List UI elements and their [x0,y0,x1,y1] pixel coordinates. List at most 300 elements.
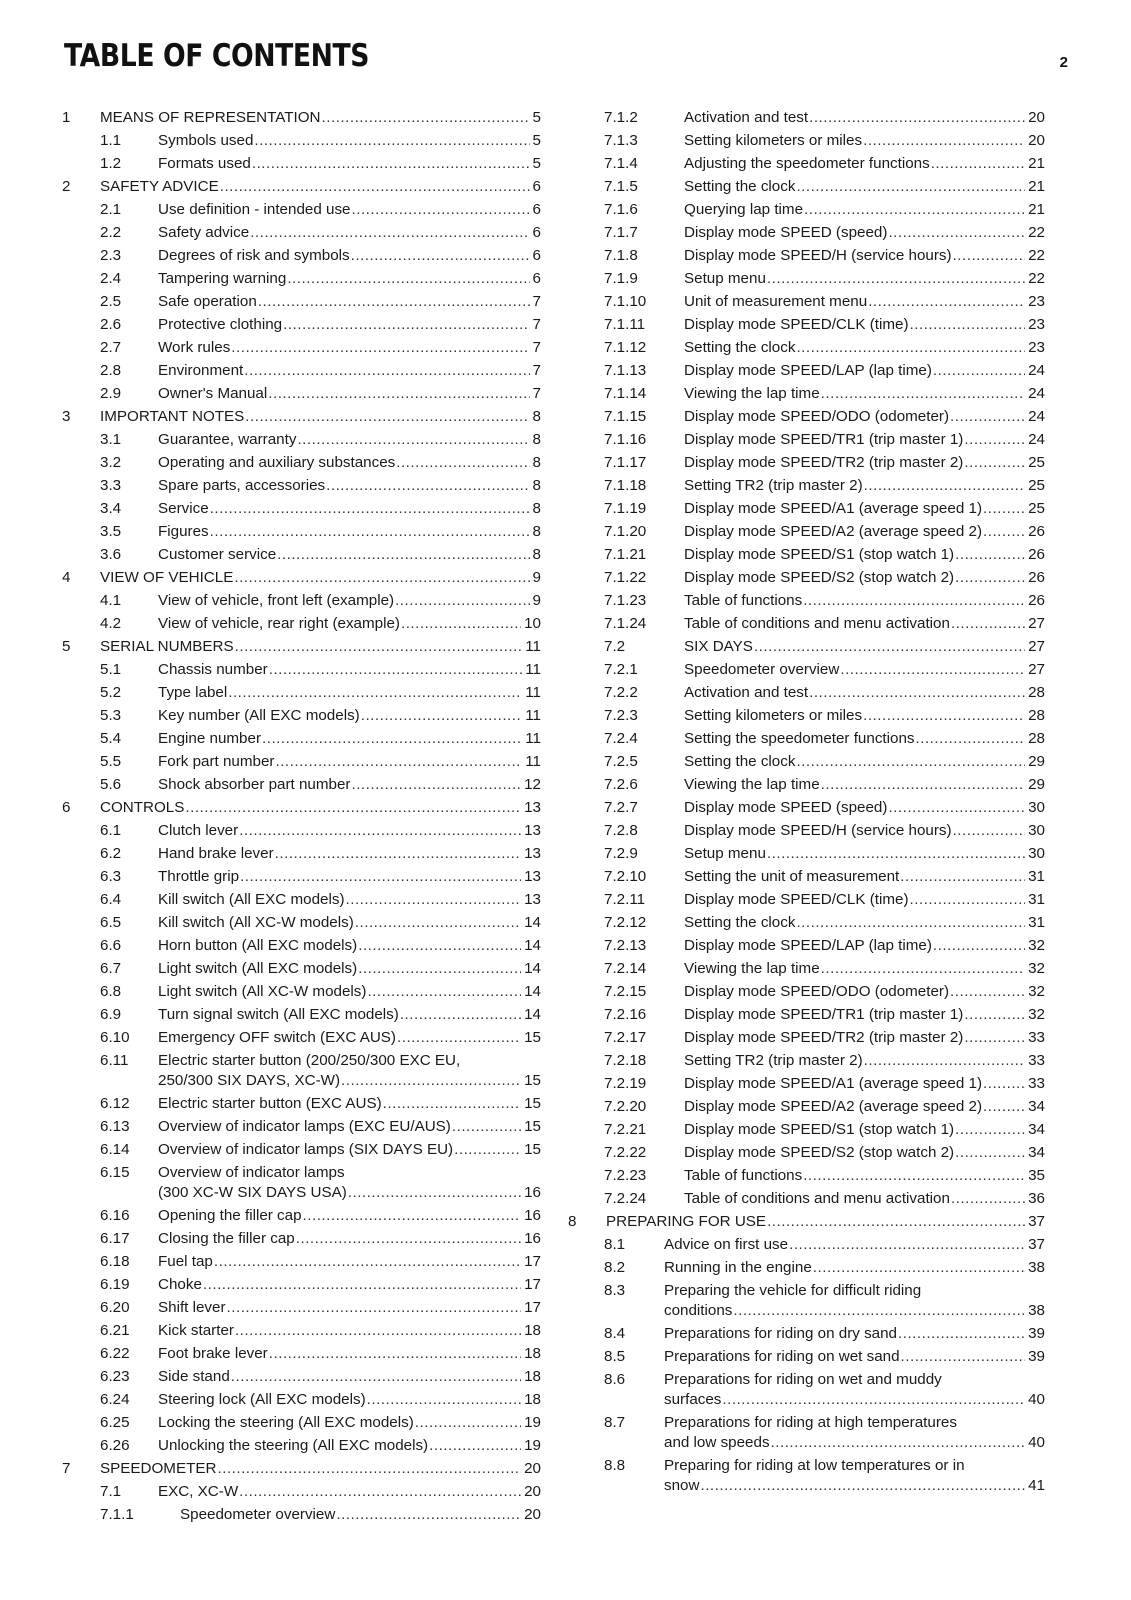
toc-entry[interactable] [568,1143,1045,1163]
toc-entry[interactable] [62,1367,541,1387]
toc-entry[interactable] [568,752,1045,772]
entry-text [684,407,1045,427]
entry-line [684,1051,1045,1071]
page-ref: 20 [1028,109,1045,126]
page-ref: 32 [1028,1006,1045,1023]
toc-entry[interactable] [62,108,541,128]
dot-leader [454,1140,521,1160]
section-number: 4.2 [100,615,122,632]
entry-line [684,614,1045,634]
toc-entry[interactable] [568,798,1045,818]
entry-text [684,1005,1045,1025]
entry-text [684,706,1045,726]
section-number: 7.1.24 [604,615,647,632]
dot-leader [258,292,530,312]
toc-entry[interactable] [62,522,541,542]
toc-entry[interactable] [568,660,1045,680]
toc-entry[interactable] [62,683,541,703]
entry-line [158,982,541,1002]
page-ref: 19 [524,1437,541,1454]
entry-title: Advice on first use [664,1236,789,1253]
entry-title: Setting kilometers or miles [684,707,863,724]
toc-entry[interactable] [62,614,541,634]
toc-entry[interactable] [568,315,1045,335]
entry-text [158,200,541,220]
entry-title: Overview of indicator lamps (EXC EU/AUS) [158,1118,451,1135]
toc-entry[interactable] [62,591,541,611]
toc-entry[interactable] [568,1051,1045,1071]
page-ref: 21 [1028,201,1045,218]
page-ref: 32 [1028,937,1045,954]
entry-title: Protective clothing [158,316,283,333]
entry-text [684,177,1045,197]
toc-entry[interactable] [62,1051,541,1091]
toc-entry[interactable] [568,246,1045,266]
entry-title: Symbols used [158,132,254,149]
toc-entry[interactable] [62,568,541,588]
entry-text [684,361,1045,381]
toc-entry[interactable] [568,1005,1045,1025]
dot-leader [809,683,1025,703]
entry-text [158,591,541,611]
entry-title: Activation and test [684,684,809,701]
toc-entry[interactable] [62,269,541,289]
toc-entry[interactable] [568,706,1045,726]
entry-line [684,1005,1045,1025]
toc-entry[interactable] [568,844,1045,864]
entry-line [100,637,541,657]
toc-entry[interactable] [568,430,1045,450]
entry-text [664,1281,1045,1321]
section-number: 3.1 [100,431,122,448]
toc-entry[interactable] [62,637,541,657]
entry-title: Display mode SPEED/LAP (lap time) [684,362,932,379]
section-number: 7.1.7 [604,224,638,241]
toc-entry[interactable] [568,1324,1045,1344]
dot-leader [283,315,529,335]
toc-entry[interactable] [568,131,1045,151]
section-number: 8.6 [604,1371,626,1388]
toc-entry[interactable] [62,1413,541,1433]
toc-entry[interactable] [568,637,1045,657]
toc-entry[interactable] [568,545,1045,565]
page-ref: 33 [1028,1052,1045,1069]
toc-entry[interactable] [62,1206,541,1226]
toc-entry[interactable] [62,246,541,266]
entry-line [158,1252,541,1272]
entry-text [684,131,1045,151]
toc-entry[interactable] [62,1505,541,1525]
dot-leader [898,1324,1025,1344]
toc-entry[interactable] [62,1163,541,1203]
entry-title: Operating and auxiliary substances [158,454,396,471]
toc-entry[interactable] [568,1456,1045,1496]
entry-line [158,614,541,634]
dot-leader [951,1189,1025,1209]
toc-entry[interactable] [62,1436,541,1456]
toc-entry[interactable] [62,798,541,818]
toc-entry[interactable] [62,1344,541,1364]
dot-leader [840,660,1025,680]
entry-text [158,775,541,795]
entry-line [158,1028,541,1048]
toc-entry[interactable] [568,1097,1045,1117]
toc-entry[interactable] [62,453,541,473]
toc-entry[interactable] [62,1459,541,1479]
page-ref: 14 [524,914,541,931]
entry-line [158,1436,541,1456]
toc-entry[interactable] [568,614,1045,634]
toc-entry[interactable] [568,568,1045,588]
toc-entry[interactable] [568,1258,1045,1278]
section-number: 7.1.1 [100,1506,134,1523]
entry-title: Display mode SPEED/S1 (stop watch 1) [684,1121,955,1138]
toc-entry[interactable] [62,844,541,864]
toc-entry[interactable] [568,890,1045,910]
entry-title: Safety advice [158,224,250,241]
toc-entry[interactable] [568,407,1045,427]
entry-line [158,1298,541,1318]
toc-entry[interactable] [568,177,1045,197]
toc-entry[interactable] [62,1117,541,1137]
entry-text [158,499,541,519]
toc-entry[interactable] [568,200,1045,220]
entry-title: Setting the clock [684,753,796,770]
entry-text [158,1321,541,1341]
dot-leader [722,1390,1025,1410]
dot-leader [950,982,1025,1002]
dot-leader [916,729,1026,749]
toc-entry[interactable] [62,407,541,427]
dot-leader [767,269,1025,289]
entry-line [158,1071,541,1091]
toc-entry[interactable] [62,959,541,979]
entry-text [158,246,541,266]
toc-entry[interactable] [62,361,541,381]
entry-line [158,246,541,266]
entry-line [100,1459,541,1479]
toc-entry[interactable] [62,131,541,151]
toc-entry[interactable] [62,384,541,404]
toc-entry[interactable] [568,1189,1045,1209]
entry-text [684,246,1045,266]
entry-text [684,844,1045,864]
page-ref: 8 [532,408,541,425]
toc-entry[interactable] [62,338,541,358]
entry-line [684,430,1045,450]
toc-entry[interactable] [62,430,541,450]
toc-entry[interactable] [568,223,1045,243]
entry-line [158,1140,541,1160]
entry-line [684,798,1045,818]
dot-leader [383,1094,521,1114]
dot-leader [983,522,1025,542]
page-title: TABLE OF CONTENTS [64,38,370,74]
toc-entry[interactable] [62,775,541,795]
toc-entry[interactable] [62,1298,541,1318]
page-ref: 19 [524,1414,541,1431]
entry-line [158,706,541,726]
entry-text [158,1367,541,1387]
toc-entry[interactable] [62,1252,541,1272]
section-number: 6.8 [100,983,122,1000]
toc-entry[interactable] [568,476,1045,496]
entry-text [158,1163,541,1203]
toc-entry[interactable] [62,982,541,1002]
entry-line [684,522,1045,542]
toc-entry[interactable] [62,1229,541,1249]
section-number: 7.2.23 [604,1167,647,1184]
page-ref: 16 [524,1207,541,1224]
toc-entry[interactable] [568,499,1045,519]
page-ref: 24 [1028,408,1045,425]
page-ref: 28 [1028,730,1045,747]
toc-entry[interactable] [62,499,541,519]
toc-entry[interactable] [568,1235,1045,1255]
entry-text [684,1097,1045,1117]
dot-leader [415,1413,521,1433]
entry-title: Display mode SPEED/H (service hours) [684,247,952,264]
toc-entry[interactable] [62,223,541,243]
entry-title: Display mode SPEED (speed) [684,224,888,241]
toc-entry[interactable] [568,522,1045,542]
section-number: 7.1.6 [604,201,638,218]
toc-entry[interactable] [568,453,1045,473]
entry-title: MEANS OF REPRESENTATION [100,109,321,126]
dot-leader [361,706,523,726]
section-number: 6.15 [100,1164,130,1181]
entry-line [684,131,1045,151]
entry-line [158,499,541,519]
page-ref: 5 [532,155,541,172]
section-number: 2.1 [100,201,122,218]
section-number: 7.1.11 [604,316,646,333]
entry-text [684,591,1045,611]
page-ref: 27 [1028,615,1045,632]
entry-line [684,982,1045,1002]
toc-entry[interactable] [568,683,1045,703]
entry-line [158,361,541,381]
section-number: 6.17 [100,1230,130,1247]
toc-entry[interactable] [568,292,1045,312]
toc-entry[interactable] [568,108,1045,128]
entry-title: Setting the clock [684,339,796,356]
entry-text [684,499,1045,519]
toc-entry[interactable] [568,1166,1045,1186]
section-number: 6.1 [100,822,122,839]
toc-entry[interactable] [62,545,541,565]
section-number: 7.2.15 [604,983,647,1000]
toc-entry[interactable] [568,913,1045,933]
toc-entry[interactable] [568,936,1045,956]
page-ref: 25 [1028,454,1045,471]
dot-leader [185,798,521,818]
dot-leader [367,1390,521,1410]
toc-entry[interactable] [568,959,1045,979]
section-number: 7.2.19 [604,1075,647,1092]
entry-title: Spare parts, accessories [158,477,326,494]
entry-text [158,430,541,450]
dot-leader [235,1321,521,1341]
toc-entry[interactable] [62,890,541,910]
section-number: 3.6 [100,546,122,563]
section-number: 2.5 [100,293,122,310]
toc-entry[interactable] [568,154,1045,174]
entry-line [684,568,1045,588]
toc-entry[interactable] [568,269,1045,289]
entry-text [158,154,541,174]
toc-entry[interactable] [62,1321,541,1341]
toc-entry[interactable] [62,752,541,772]
section-number: 7.1.19 [604,500,647,517]
toc-entry[interactable] [568,361,1045,381]
dot-leader [254,131,529,151]
toc-entry[interactable] [568,1028,1045,1048]
page-number: 2 [1059,54,1068,71]
entry-title: Preparations for riding on wet and muddy [664,1371,942,1388]
entry-text [158,545,541,565]
entry-title-continued: (300 XC-W SIX DAYS USA) [158,1184,347,1201]
toc-entry[interactable] [62,936,541,956]
toc-entry[interactable] [62,706,541,726]
entry-title: Work rules [158,339,231,356]
entry-title: SERIAL NUMBERS [100,638,234,655]
entry-title: Setup menu [684,270,766,287]
entry-text [100,568,541,588]
entry-line [158,200,541,220]
toc-entry[interactable] [568,982,1045,1002]
toc-entry[interactable] [568,1413,1045,1453]
entry-title: Figures [158,523,209,540]
entry-line [158,867,541,887]
entry-line [684,775,1045,795]
page-ref: 30 [1028,799,1045,816]
toc-entry[interactable] [62,1028,541,1048]
page-ref: 24 [1028,362,1045,379]
toc-entry[interactable] [568,867,1045,887]
dot-leader [964,1005,1025,1025]
entry-line [684,913,1045,933]
section-number: 7.2.18 [604,1052,647,1069]
toc-entry[interactable] [568,821,1045,841]
page-ref: 37 [1028,1213,1045,1230]
dot-leader [234,568,529,588]
toc-entry[interactable] [62,1482,541,1502]
entry-line [158,1117,541,1137]
entry-title: Shock absorber part number [158,776,351,793]
entry-text [158,683,541,703]
toc-entry[interactable] [62,729,541,749]
toc-entry[interactable] [62,913,541,933]
page-ref: 22 [1028,224,1045,241]
toc-entry[interactable] [568,1212,1045,1232]
section-number: 7.2.6 [604,776,638,793]
toc-entry[interactable] [62,1275,541,1295]
entry-text [684,545,1045,565]
page-ref: 35 [1028,1167,1045,1184]
entry-line [684,384,1045,404]
entry-title: Table of conditions and menu activation [684,1190,950,1207]
entry-text [158,1390,541,1410]
entry-text [684,338,1045,358]
toc-entry[interactable] [62,660,541,680]
section-number: 8.2 [604,1259,626,1276]
entry-line [158,1413,541,1433]
toc-entry[interactable] [568,1074,1045,1094]
toc-entry[interactable] [568,1281,1045,1321]
section-number: 7.2.11 [604,891,646,908]
page-ref: 36 [1028,1190,1045,1207]
page-ref: 22 [1028,270,1045,287]
entry-title: Emergency OFF switch (EXC AUS) [158,1029,396,1046]
toc-entry[interactable] [62,1140,541,1160]
toc-entry[interactable] [568,591,1045,611]
page-ref: 29 [1028,776,1045,793]
entry-title: Viewing the lap time [684,776,820,793]
toc-entry[interactable] [62,315,541,335]
toc-entry[interactable] [568,729,1045,749]
entry-title: Activation and test [684,109,809,126]
toc-entry[interactable] [62,867,541,887]
dot-leader [950,407,1025,427]
entry-line [606,1212,1045,1232]
toc-entry[interactable] [568,1347,1045,1367]
section-number: 7.1.22 [604,569,647,586]
page-ref: 5 [532,132,541,149]
entry-line [684,499,1045,519]
entry-line [664,1347,1045,1367]
page-ref: 18 [524,1368,541,1385]
dot-leader [900,867,1025,887]
section-number: 3.3 [100,477,122,494]
page-ref: 37 [1028,1236,1045,1253]
toc-entry[interactable] [62,154,541,174]
dot-leader [262,729,522,749]
toc-entry[interactable] [568,775,1045,795]
toc-entry[interactable] [568,384,1045,404]
toc-entry[interactable] [62,1005,541,1025]
toc-entry[interactable] [62,1094,541,1114]
entry-text [158,959,541,979]
entry-line [158,660,541,680]
page-ref: 11 [525,730,541,747]
page-ref: 11 [525,753,541,770]
entry-line [684,752,1045,772]
toc-entry[interactable] [568,338,1045,358]
toc-entry[interactable] [62,292,541,312]
toc-entry[interactable] [62,476,541,496]
toc-column-right [568,108,1045,1499]
entry-text [684,936,1045,956]
toc-entry[interactable] [568,1370,1045,1410]
entry-text [684,867,1045,887]
dot-leader [796,177,1025,197]
entry-line [158,1321,541,1341]
toc-entry[interactable] [62,1390,541,1410]
entry-line [684,453,1045,473]
toc-entry[interactable] [62,177,541,197]
entry-text [684,154,1045,174]
entry-text [158,844,541,864]
entry-title: Customer service [158,546,277,563]
entry-line [684,706,1045,726]
entry-text [158,1005,541,1025]
toc-entry[interactable] [62,821,541,841]
entry-title: Display mode SPEED/A2 (average speed 2) [684,523,982,540]
entry-text [684,522,1045,542]
toc-entry[interactable] [568,1120,1045,1140]
toc-entry[interactable] [62,200,541,220]
